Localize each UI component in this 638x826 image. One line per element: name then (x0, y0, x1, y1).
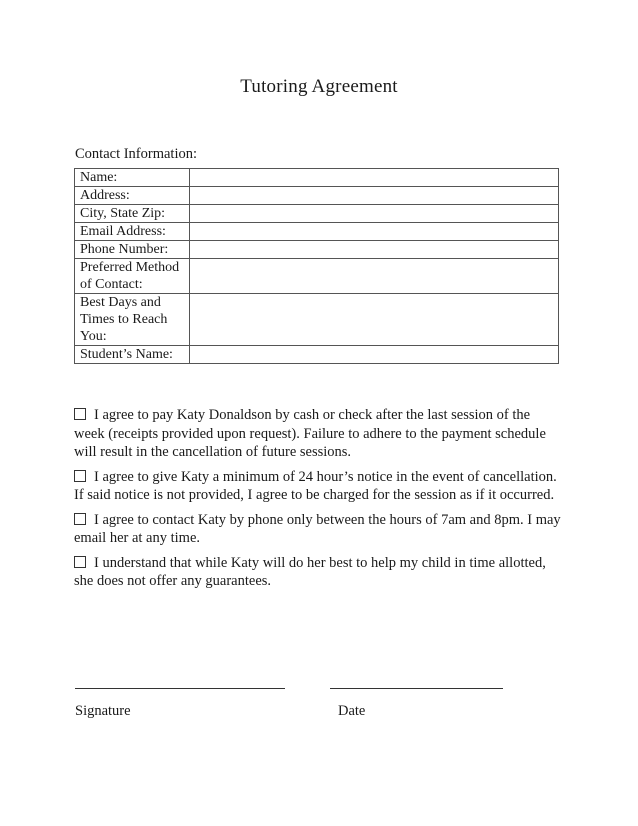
address-field[interactable] (190, 187, 559, 205)
table-row (75, 223, 559, 241)
phone-number-label: Phone Number: (75, 241, 190, 259)
agreement-cancellation-checkbox[interactable] (74, 470, 86, 482)
agreement-payment-text: I agree to pay Katy Donaldson by cash or check after the last session of the week (receipts provided upon request). Failure to adhere to the payment schedule will result in the cancellation of future sessions. (74, 407, 546, 460)
table-row (75, 187, 559, 205)
date-label: Date (338, 703, 366, 719)
date-line[interactable] (330, 688, 503, 689)
agreement-contact-hours-checkbox[interactable] (74, 513, 86, 525)
best-days-times-label: Best Days and Times to Reach You: (75, 294, 190, 346)
agreement-no-guarantee-checkbox[interactable] (74, 556, 86, 568)
phone-number-field[interactable] (190, 241, 559, 259)
student-name-field[interactable] (190, 346, 559, 364)
email-address-field[interactable] (190, 223, 559, 241)
student-name-label: Student’s Name: (75, 346, 190, 364)
agreement-cancellation-text: I agree to give Katy a minimum of 24 hour’s notice in the event of cancellation. If said notice is not provided, I agree to be charged for the session as if it occurred. (74, 468, 557, 503)
city-state-zip-field[interactable] (190, 205, 559, 223)
table-row (75, 169, 559, 187)
table-row (75, 241, 559, 259)
preferred-contact-method-field[interactable] (190, 259, 559, 294)
agreement-no-guarantee-text: I understand that while Katy will do her best to help my child in time allotted, she does not offer any guarantees. (74, 554, 546, 589)
email-address-label: Email Address: (75, 223, 190, 241)
agreement-contact-hours (74, 511, 564, 548)
name-field[interactable] (190, 169, 559, 187)
agreement-list (74, 406, 564, 597)
name-label: Name: (75, 169, 190, 187)
preferred-contact-method-label: Preferred Method of Contact: (75, 259, 190, 294)
agreement-contact-hours-text: I agree to contact Katy by phone only between the hours of 7am and 8pm. I may email her at any time. (74, 511, 561, 546)
agreement-cancellation (74, 468, 564, 505)
table-row (75, 294, 559, 346)
contact-information-table (74, 168, 559, 364)
best-days-times-field[interactable] (190, 294, 559, 346)
city-state-zip-label: City, State Zip: (75, 205, 190, 223)
agreement-no-guarantee (74, 554, 564, 591)
agreement-payment-checkbox[interactable] (74, 408, 86, 420)
agreement-payment (74, 406, 564, 462)
contact-information-heading: Contact Information: (75, 146, 198, 162)
table-row (75, 205, 559, 223)
signature-label: Signature (75, 703, 131, 719)
signature-line[interactable] (75, 688, 285, 689)
table-row (75, 259, 559, 294)
table-row (75, 346, 559, 364)
page-title: Tutoring Agreement (240, 76, 398, 97)
address-label: Address: (75, 187, 190, 205)
